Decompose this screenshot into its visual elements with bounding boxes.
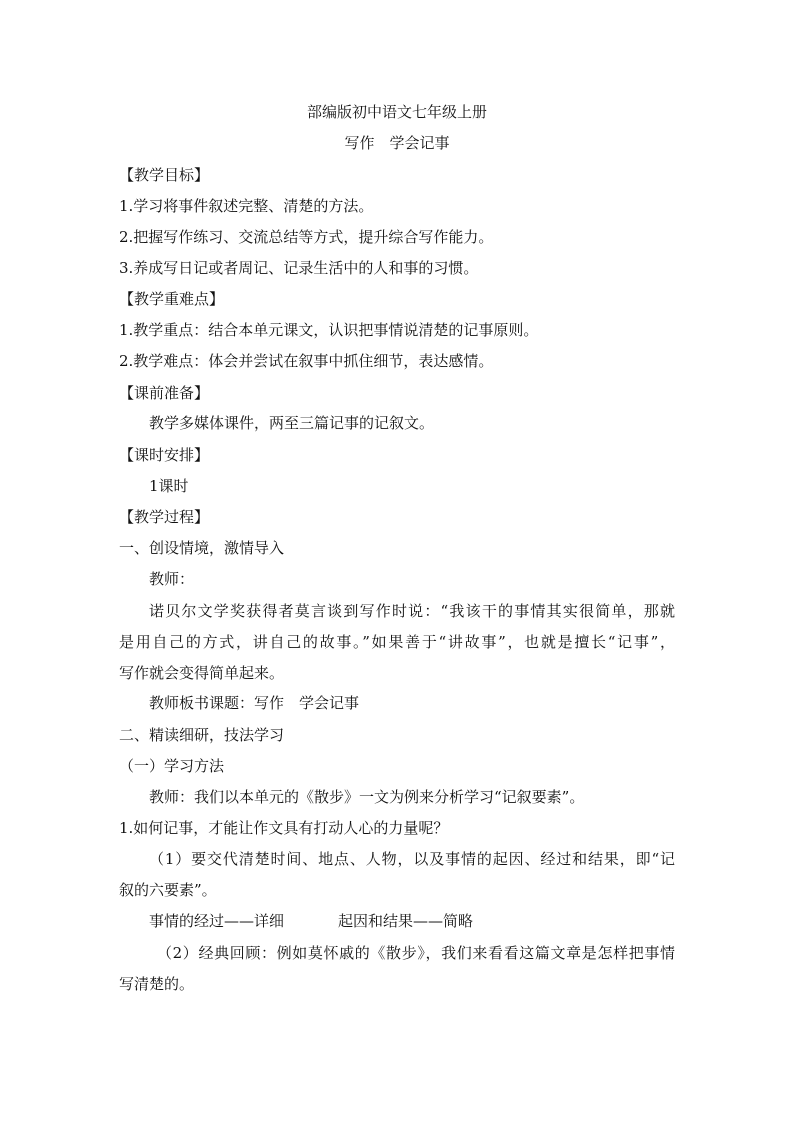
key-points-heading: 【教学重难点】 bbox=[119, 290, 225, 308]
quote-line-1: 诺贝尔文学奖获得者莫言谈到写作时说：“我该干的事情其实很简单，那就 bbox=[149, 602, 675, 620]
method-intro: 教师：我们以本单元的《散步》一文为例来分析学习“记叙要素”。 bbox=[149, 788, 585, 806]
preparation-text: 教学多媒体课件，两至三篇记事的记叙文。 bbox=[149, 414, 435, 432]
key-point-1: 1.教学重点：结合本单元课文，认识把事情说清楚的记事原则。 bbox=[119, 321, 539, 339]
detail-right: 起因和结果——简略 bbox=[338, 912, 474, 930]
key-point-2: 2.教学难点：体会并尝试在叙事中抓住细节，表达感情。 bbox=[119, 352, 494, 370]
schedule-heading: 【课时安排】 bbox=[119, 446, 210, 464]
goal-item-2: 2.把握写作练习、交流总结等方式，提升综合写作能力。 bbox=[119, 228, 494, 246]
point-2-line-1: （2）经典回顾：例如莫怀戚的《散步》，我们来看看这篇文章是怎样把事情 bbox=[157, 944, 675, 962]
document-title: 部编版初中语文七年级上册 bbox=[306, 103, 487, 121]
schedule-text: 1课时 bbox=[149, 477, 189, 495]
process-heading: 【教学过程】 bbox=[119, 508, 210, 526]
board-title: 教师板书课题：写作 学会记事 bbox=[149, 694, 360, 712]
goal-item-3: 3.养成写日记或者周记、记录生活中的人和事的习惯。 bbox=[119, 259, 479, 277]
question-1: 1.如何记事，才能让作文具有打动人心的力量呢？ bbox=[119, 819, 449, 837]
point-2-line-2: 写清楚的。 bbox=[119, 975, 195, 993]
quote-line-3: 写作就会变得简单起来。 bbox=[119, 664, 285, 682]
part-2-heading: 二、精读细研，技法学习 bbox=[119, 726, 285, 744]
preparation-heading: 【课前准备】 bbox=[119, 384, 210, 402]
part-1-heading: 一、创设情境，激情导入 bbox=[119, 539, 285, 557]
document-subtitle: 写作 学会记事 bbox=[344, 134, 450, 152]
sub-1-heading: （一）学习方法 bbox=[119, 757, 225, 775]
quote-line-2: 是用自己的方式，讲自己的故事。”如果善于“讲故事”，也就是擅长“记事”， bbox=[119, 633, 675, 651]
goals-heading: 【教学目标】 bbox=[119, 166, 210, 184]
teacher-label: 教师： bbox=[149, 570, 195, 588]
goal-item-1: 1.学习将事件叙述完整、清楚的方法。 bbox=[119, 197, 374, 215]
detail-left: 事情的经过——详细 bbox=[149, 912, 285, 930]
point-1-line-1: （1）要交代清楚时间、地点、人物，以及事情的起因、经过和结果，即“记 bbox=[149, 850, 675, 868]
point-1-line-2: 叙的六要素”。 bbox=[119, 881, 217, 899]
detail-row bbox=[149, 911, 675, 931]
